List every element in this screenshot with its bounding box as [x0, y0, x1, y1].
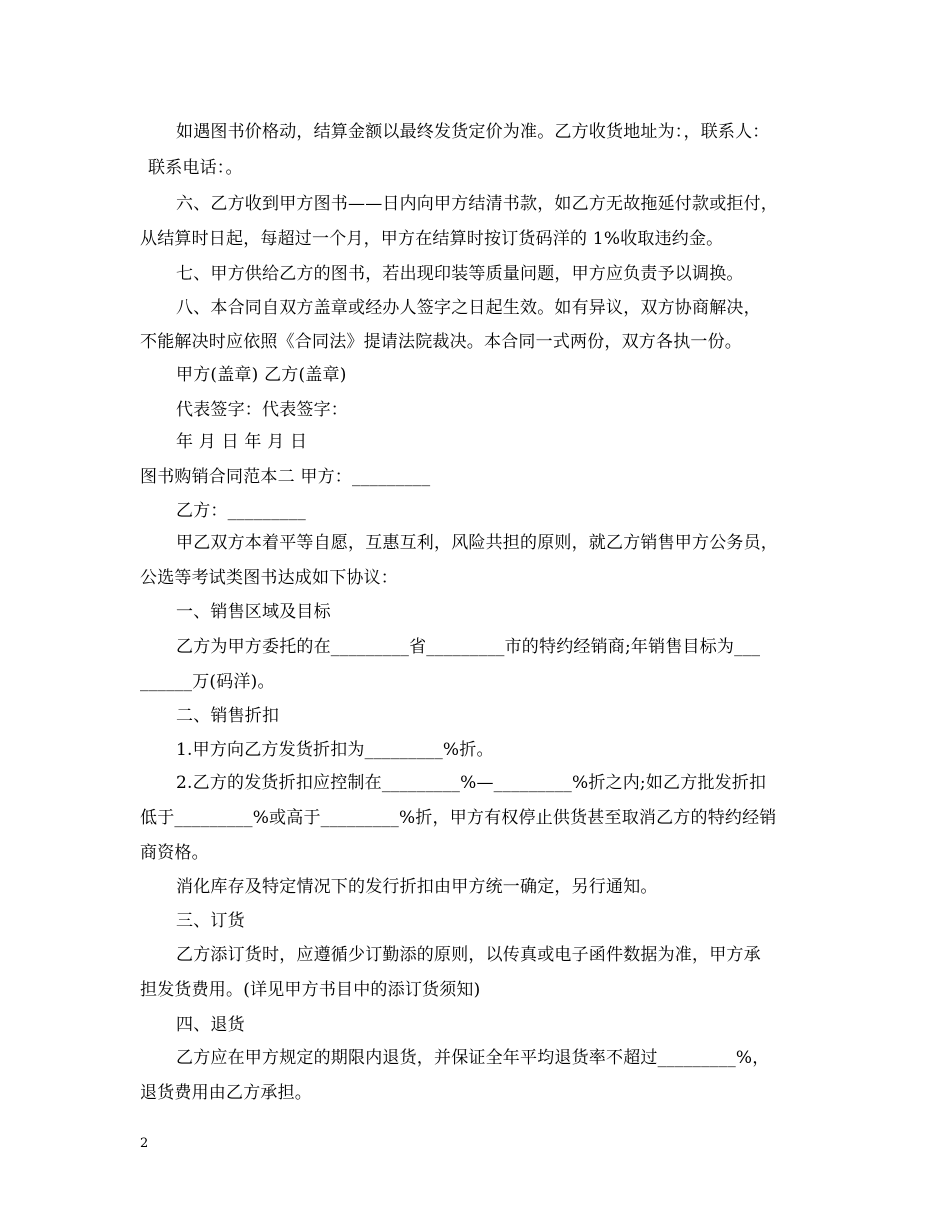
paragraph-line: 2.乙方的发货折扣应控制在_________%—_________%折之内;如乙方批发折扣 [176, 773, 767, 793]
paragraph-line: 乙方为甲方委托的在_________省_________市的特约经销商;年销售目标为___ [176, 637, 761, 657]
paragraph-line: 从结算时日起，每超过一个月，甲方在结算时按订货码洋的 1%收取违约金。 [140, 229, 724, 249]
section-heading: 四、退货 [176, 1015, 245, 1035]
paragraph-line: 乙方应在甲方规定的期限内退货，并保证全年平均退货率不超过_________%， [176, 1048, 770, 1068]
paragraph-line: ______万(码洋)。 [140, 672, 275, 692]
section-heading: 三、订货 [176, 911, 245, 931]
paragraph-line: 1.甲方向乙方发货折扣为_________%折。 [176, 740, 494, 760]
paragraph-line: 联系电话：。 [148, 158, 243, 178]
paragraph-line: 低于_________%或高于_________%折，甲方有权停止供货甚至取消乙方的特约经销 [140, 808, 777, 828]
paragraph-line: 消化库存及特定情况下的发行折扣由甲方统一确定，另行通知。 [176, 877, 658, 897]
paragraph-line: 退货费用由乙方承担。 [140, 1083, 312, 1103]
paragraph-line: 担发货费用。(详见甲方书目中的添订货须知) [140, 980, 481, 1000]
paragraph-line: 甲乙双方本着平等自愿，互惠互利，风险共担的原则，就乙方销售甲方公务员， [176, 533, 778, 553]
section-heading: 一、销售区域及目标 [176, 602, 331, 622]
section-heading: 二、销售折扣 [176, 706, 280, 726]
paragraph-line: 公选等考试类图书达成如下协议： [140, 568, 398, 588]
paragraph-line: 乙方添订货时，应遵循少订勤添的原则，以传真或电子函件数据为准，甲方承 [176, 945, 761, 965]
signature-heading: 甲方(盖章) 乙方(盖章) [176, 365, 347, 385]
date-line: 年 月 日 年 月 日 [176, 432, 308, 452]
page-number: 2 [140, 1136, 149, 1151]
signature-line: 代表签字：代表签字： [176, 400, 348, 420]
paragraph-line: 八、本合同自双方盖章或经办人签字之日起生效。如有异议，双方协商解决， [176, 298, 761, 318]
contract-title: 图书购销合同范本二 甲方：_________ [140, 467, 431, 487]
paragraph-line: 不能解决时应依照《合同法》提请法院裁决。本合同一式两份，双方各执一份。 [140, 332, 742, 352]
paragraph-line: 如遇图书价格动，结算金额以最终发货定价为准。乙方收货地址为：，联系人： [176, 122, 770, 142]
paragraph-line: 商资格。 [140, 843, 209, 863]
paragraph-line: 七、甲方供给乙方的图书，若出现印装等质量问题，甲方应负责予以调换。 [176, 264, 744, 284]
party-b-line: 乙方：_________ [176, 501, 306, 521]
paragraph-line: 六、乙方收到甲方图书——日内向甲方结清书款，如乙方无故拖延付款或拒付， [176, 194, 778, 214]
